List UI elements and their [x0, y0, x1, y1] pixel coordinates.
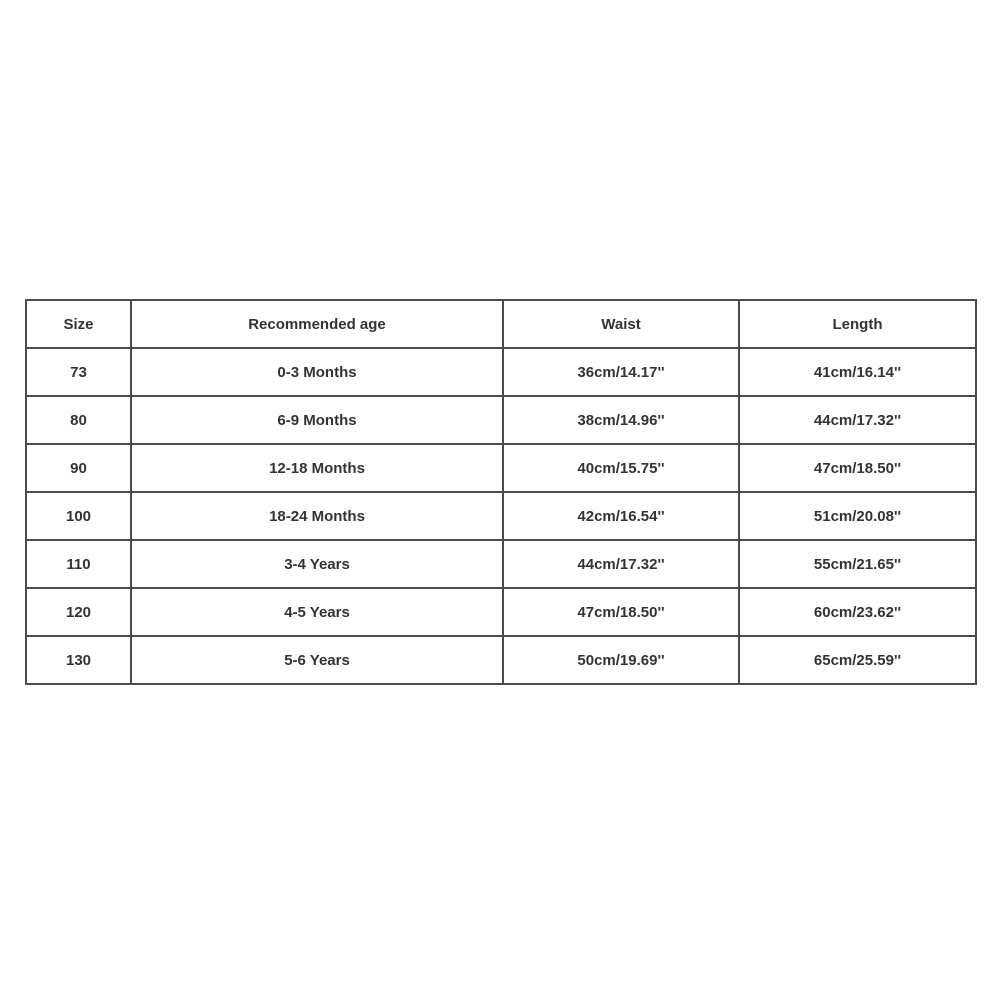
cell-size: 90 — [26, 444, 131, 492]
cell-waist: 40cm/15.75'' — [503, 444, 739, 492]
cell-recommended-age: 3-4 Years — [131, 540, 503, 588]
table-row — [26, 348, 976, 396]
cell-length: 55cm/21.65'' — [739, 540, 976, 588]
cell-size: 120 — [26, 588, 131, 636]
table-body — [26, 348, 976, 684]
table-row — [26, 492, 976, 540]
header-recommended-age: Recommended age — [131, 300, 503, 348]
cell-size: 73 — [26, 348, 131, 396]
table-row — [26, 588, 976, 636]
header-row — [26, 300, 976, 348]
header-waist: Waist — [503, 300, 739, 348]
cell-length: 60cm/23.62'' — [739, 588, 976, 636]
cell-recommended-age: 12-18 Months — [131, 444, 503, 492]
cell-waist: 36cm/14.17'' — [503, 348, 739, 396]
size-chart-table — [25, 299, 977, 685]
cell-recommended-age: 4-5 Years — [131, 588, 503, 636]
table-row — [26, 540, 976, 588]
cell-size: 100 — [26, 492, 131, 540]
table-row — [26, 636, 976, 684]
cell-recommended-age: 0-3 Months — [131, 348, 503, 396]
cell-length: 65cm/25.59'' — [739, 636, 976, 684]
header-length: Length — [739, 300, 976, 348]
cell-length: 51cm/20.08'' — [739, 492, 976, 540]
cell-waist: 50cm/19.69'' — [503, 636, 739, 684]
cell-waist: 44cm/17.32'' — [503, 540, 739, 588]
cell-waist: 38cm/14.96'' — [503, 396, 739, 444]
cell-recommended-age: 5-6 Years — [131, 636, 503, 684]
cell-waist: 47cm/18.50'' — [503, 588, 739, 636]
table-header — [26, 300, 976, 348]
cell-recommended-age: 6-9 Months — [131, 396, 503, 444]
cell-length: 41cm/16.14'' — [739, 348, 976, 396]
cell-length: 47cm/18.50'' — [739, 444, 976, 492]
table-row — [26, 444, 976, 492]
cell-length: 44cm/17.32'' — [739, 396, 976, 444]
cell-waist: 42cm/16.54'' — [503, 492, 739, 540]
cell-size: 110 — [26, 540, 131, 588]
cell-recommended-age: 18-24 Months — [131, 492, 503, 540]
header-size: Size — [26, 300, 131, 348]
table-row — [26, 396, 976, 444]
cell-size: 80 — [26, 396, 131, 444]
cell-size: 130 — [26, 636, 131, 684]
